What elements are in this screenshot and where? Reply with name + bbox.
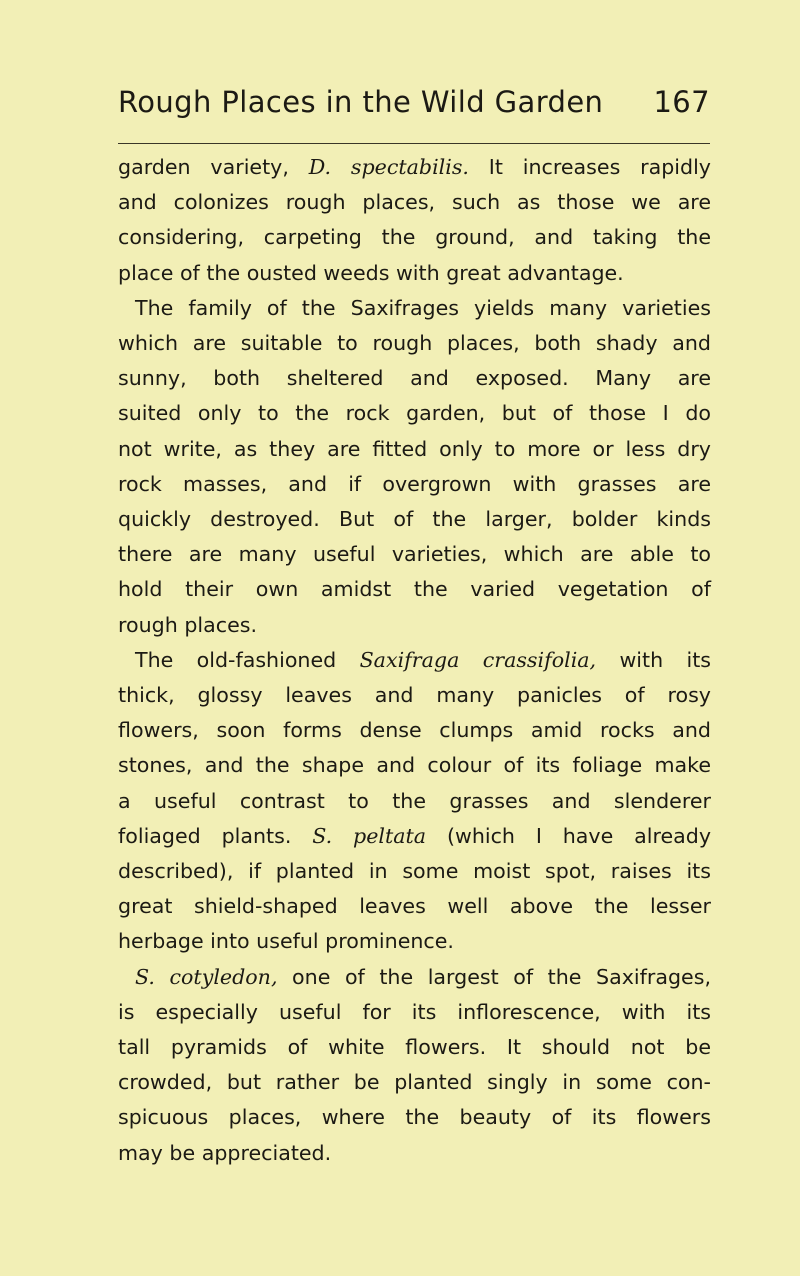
text-line: is especially useful for its inflorescence, with its — [118, 999, 711, 1024]
page-number: 167 — [653, 85, 710, 119]
paragraph-2 — [118, 291, 711, 643]
text-line: crowded, but rather be planted singly in some con- — [118, 1070, 711, 1095]
text-line: considering, carpeting the ground, and taking the — [118, 225, 711, 250]
text-line: a useful contrast to the grasses and slenderer — [118, 788, 711, 813]
header-rule — [118, 143, 710, 144]
paragraph-1 — [118, 150, 711, 291]
running-header — [118, 85, 710, 119]
text-line: garden variety, D. spectabilis. It increases rapidly — [118, 155, 711, 179]
text-line: S. cotyledon, one of the largest of the Saxifrages, — [135, 964, 711, 989]
running-title: Rough Places in the Wild Garden — [118, 85, 604, 119]
text-line: hold their own amidst the varied vegetation of — [118, 577, 711, 602]
body-text — [118, 150, 711, 1171]
text-line: flowers, soon forms dense clumps amid rocks and — [118, 718, 711, 743]
text-line: described), if planted in some moist spot, raises its — [118, 859, 711, 884]
text-line: quickly destroyed. But of the larger, bolder kinds — [118, 507, 711, 532]
text-line: and colonizes rough places, such as those we are — [118, 190, 711, 215]
text-line: rock masses, and if overgrown with grasses are — [118, 471, 711, 496]
text-line: herbage into useful prominence. — [118, 929, 454, 954]
text-line: there are many useful varieties, which are able to — [118, 542, 711, 567]
text-line: great shield-shaped leaves well above the lesser — [118, 894, 711, 919]
text-line: which are suitable to rough places, both shady and — [118, 331, 711, 356]
text-line: spicuous places, where the beauty of its flowers — [118, 1105, 711, 1130]
text-line: foliaged plants. S. peltata (which I have already — [118, 823, 712, 848]
text-line: rough places. — [118, 612, 258, 637]
text-line: place of the ousted weeds with great advantage. — [118, 260, 624, 285]
text-line: The old-fashioned Saxifraga crassifolia, with its — [135, 647, 711, 672]
paragraph-3 — [118, 643, 711, 960]
text-line: thick, glossy leaves and many panicles of rosy — [118, 683, 711, 708]
text-line: may be appreciated. — [118, 1140, 332, 1165]
text-line: The family of the Saxifrages yields many varieties — [135, 295, 711, 320]
text-line: suited only to the rock garden, but of those I do — [118, 401, 711, 426]
text-line: sunny, both sheltered and exposed. Many are — [118, 366, 711, 391]
paragraph-4 — [118, 960, 711, 1171]
text-line: tall pyramids of white flowers. It should not be — [118, 1035, 711, 1060]
text-line: not write, as they are fitted only to more or less dry — [118, 436, 711, 461]
text-line: stones, and the shape and colour of its foliage make — [118, 753, 711, 778]
